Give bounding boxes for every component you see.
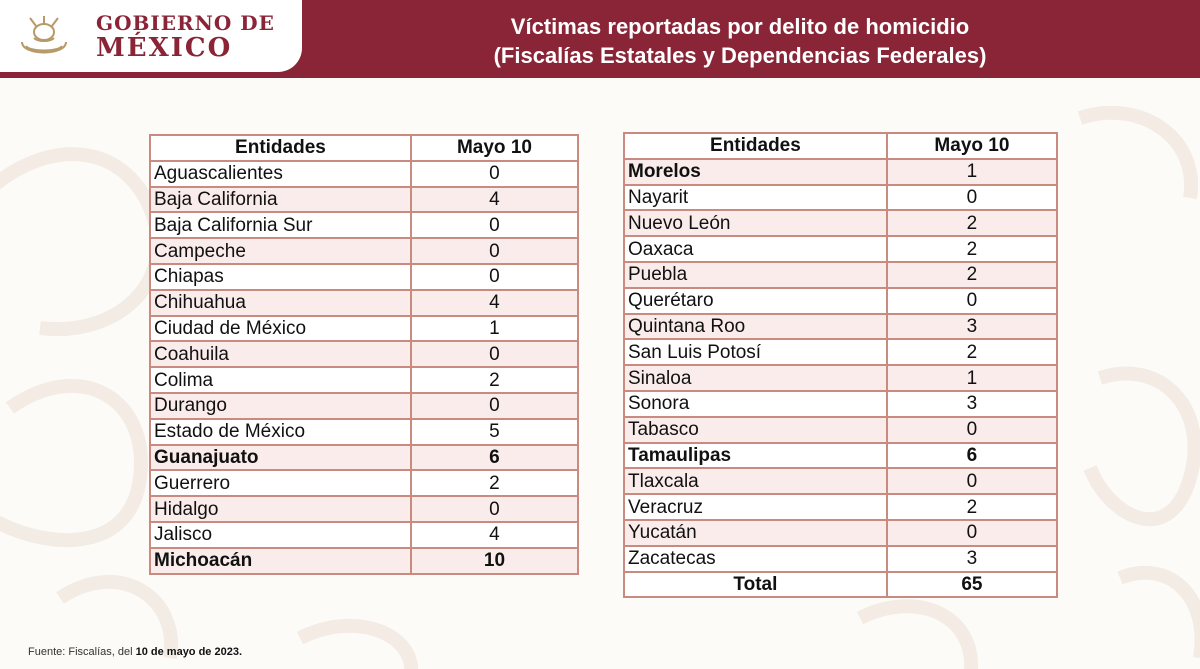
entity-cell: Chiapas bbox=[150, 264, 411, 290]
coat-of-arms-icon bbox=[16, 12, 72, 60]
entity-cell: Coahuila bbox=[150, 341, 411, 367]
table-row bbox=[624, 262, 1057, 288]
entity-cell: Hidalgo bbox=[150, 496, 411, 522]
value-cell: 5 bbox=[411, 419, 578, 445]
table-row bbox=[624, 210, 1057, 236]
entity-cell: Jalisco bbox=[150, 522, 411, 548]
value-cell: 0 bbox=[887, 288, 1057, 314]
header-mayo-10: Mayo 10 bbox=[887, 133, 1057, 159]
table-row bbox=[150, 316, 578, 342]
table-row bbox=[150, 341, 578, 367]
table-row bbox=[624, 185, 1057, 211]
entity-cell: Chihuahua bbox=[150, 290, 411, 316]
table-row bbox=[150, 238, 578, 264]
table-row bbox=[150, 548, 578, 574]
value-cell: 0 bbox=[411, 161, 578, 187]
entity-cell: Baja California bbox=[150, 187, 411, 213]
value-cell: 1 bbox=[887, 365, 1057, 391]
entity-cell: Quintana Roo bbox=[624, 314, 887, 340]
table-row bbox=[150, 161, 578, 187]
table-row bbox=[150, 264, 578, 290]
value-cell: 1 bbox=[411, 316, 578, 342]
table-row bbox=[624, 468, 1057, 494]
entity-cell: Tamaulipas bbox=[624, 443, 887, 469]
value-cell: 3 bbox=[887, 546, 1057, 572]
table-row bbox=[150, 393, 578, 419]
table-row bbox=[150, 445, 578, 471]
header-mayo-10: Mayo 10 bbox=[411, 135, 578, 161]
logo-area bbox=[0, 0, 302, 72]
table-row bbox=[150, 419, 578, 445]
table-row bbox=[624, 314, 1057, 340]
entity-cell: Guerrero bbox=[150, 470, 411, 496]
entity-cell: Puebla bbox=[624, 262, 887, 288]
entity-cell: Zacatecas bbox=[624, 546, 887, 572]
entity-cell: Oaxaca bbox=[624, 236, 887, 262]
value-cell: 0 bbox=[411, 341, 578, 367]
total-row bbox=[624, 572, 1057, 598]
entity-cell: Yucatán bbox=[624, 520, 887, 546]
value-cell: 0 bbox=[411, 212, 578, 238]
table-row bbox=[150, 367, 578, 393]
left-table bbox=[149, 134, 579, 575]
entity-cell: Guanajuato bbox=[150, 445, 411, 471]
table-row bbox=[150, 187, 578, 213]
entity-cell: Michoacán bbox=[150, 548, 411, 574]
entity-cell: Colima bbox=[150, 367, 411, 393]
entity-cell: Nuevo León bbox=[624, 210, 887, 236]
entity-cell: Nayarit bbox=[624, 185, 887, 211]
entity-cell: Sinaloa bbox=[624, 365, 887, 391]
value-cell: 2 bbox=[887, 339, 1057, 365]
value-cell: 1 bbox=[887, 159, 1057, 185]
value-cell: 10 bbox=[411, 548, 578, 574]
source-footnote bbox=[28, 646, 242, 658]
table-row bbox=[624, 520, 1057, 546]
table-row bbox=[624, 417, 1057, 443]
table-row bbox=[624, 546, 1057, 572]
table-row bbox=[624, 339, 1057, 365]
value-cell: 6 bbox=[887, 443, 1057, 469]
title-line1: Víctimas reportadas por delito de homicidio bbox=[510, 14, 970, 39]
title-line2: (Fiscalías Estatales y Dependencias Federales) bbox=[493, 43, 987, 68]
page-title bbox=[330, 12, 1150, 70]
entity-cell: Aguascalientes bbox=[150, 161, 411, 187]
entity-cell: Sonora bbox=[624, 391, 887, 417]
value-cell: 6 bbox=[411, 445, 578, 471]
entity-cell: Baja California Sur bbox=[150, 212, 411, 238]
entity-cell: Veracruz bbox=[624, 494, 887, 520]
table-row bbox=[150, 496, 578, 522]
value-cell: 3 bbox=[887, 391, 1057, 417]
value-cell: 2 bbox=[887, 236, 1057, 262]
value-cell: 0 bbox=[887, 468, 1057, 494]
table-row bbox=[150, 470, 578, 496]
value-cell: 2 bbox=[887, 494, 1057, 520]
value-cell: 0 bbox=[411, 393, 578, 419]
table-row bbox=[624, 236, 1057, 262]
table-row bbox=[624, 288, 1057, 314]
value-cell: 2 bbox=[887, 262, 1057, 288]
footer-date: 10 de mayo de 2023. bbox=[135, 646, 243, 658]
logo-line2: MÉXICO bbox=[96, 33, 233, 63]
table-row bbox=[150, 212, 578, 238]
value-cell: 0 bbox=[887, 185, 1057, 211]
table-row bbox=[150, 522, 578, 548]
total-label: Total bbox=[624, 572, 887, 598]
value-cell: 0 bbox=[411, 238, 578, 264]
entity-cell: Estado de México bbox=[150, 419, 411, 445]
logo-line1: GOBIERNO DE bbox=[96, 11, 275, 35]
entity-cell: Tabasco bbox=[624, 417, 887, 443]
entity-cell: Durango bbox=[150, 393, 411, 419]
table-row bbox=[624, 443, 1057, 469]
entity-cell: Morelos bbox=[624, 159, 887, 185]
entity-cell: San Luis Potosí bbox=[624, 339, 887, 365]
value-cell: 2 bbox=[887, 210, 1057, 236]
table-header-row bbox=[150, 135, 578, 161]
value-cell: 4 bbox=[411, 522, 578, 548]
value-cell: 0 bbox=[411, 264, 578, 290]
value-cell: 4 bbox=[411, 290, 578, 316]
table-row bbox=[624, 159, 1057, 185]
table-row bbox=[624, 365, 1057, 391]
value-cell: 3 bbox=[887, 314, 1057, 340]
table-row bbox=[624, 494, 1057, 520]
entity-cell: Campeche bbox=[150, 238, 411, 264]
value-cell: 4 bbox=[411, 187, 578, 213]
header-bar bbox=[0, 0, 1200, 78]
table-row bbox=[150, 290, 578, 316]
entity-cell: Ciudad de México bbox=[150, 316, 411, 342]
value-cell: 0 bbox=[411, 496, 578, 522]
right-table bbox=[623, 132, 1058, 598]
total-value: 65 bbox=[887, 572, 1057, 598]
value-cell: 0 bbox=[887, 417, 1057, 443]
entity-cell: Tlaxcala bbox=[624, 468, 887, 494]
header-entidades: Entidades bbox=[150, 135, 411, 161]
value-cell: 2 bbox=[411, 470, 578, 496]
table-header-row bbox=[624, 133, 1057, 159]
value-cell: 2 bbox=[411, 367, 578, 393]
value-cell: 0 bbox=[887, 520, 1057, 546]
footer-prefix: Fuente: Fiscalías, del bbox=[28, 646, 136, 658]
entity-cell: Querétaro bbox=[624, 288, 887, 314]
table-row bbox=[624, 391, 1057, 417]
header-entidades: Entidades bbox=[624, 133, 887, 159]
